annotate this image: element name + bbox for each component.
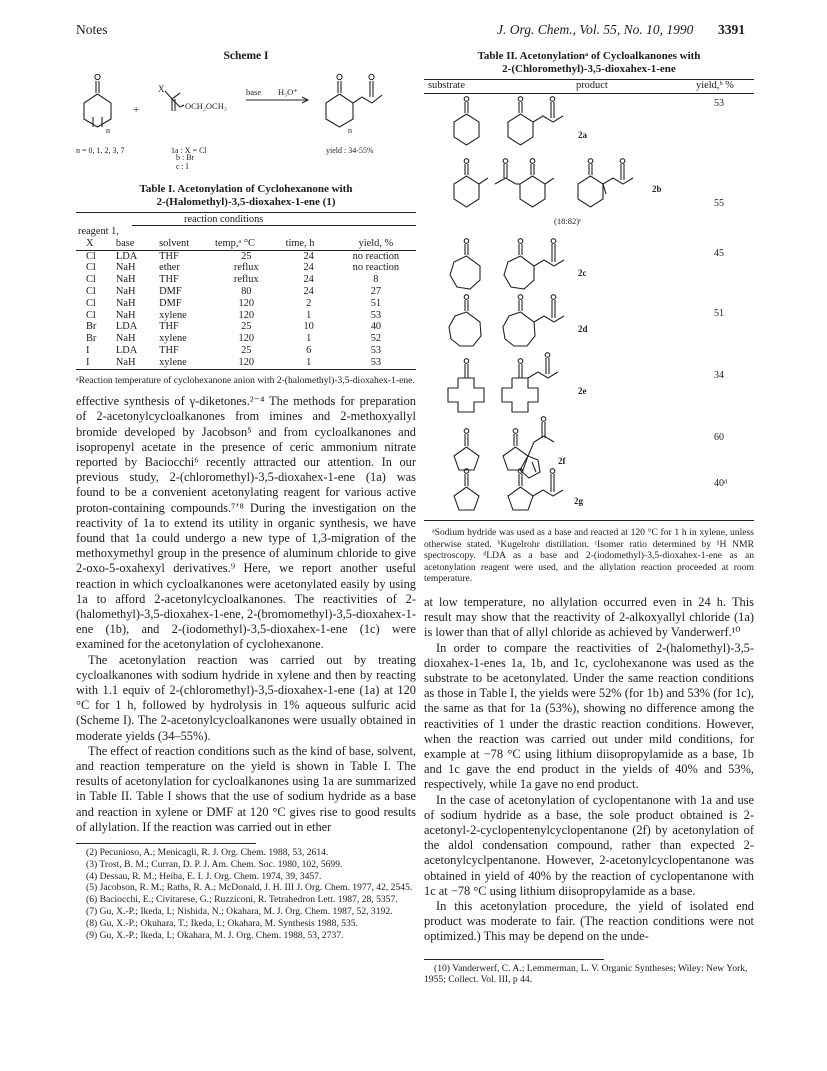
scheme-title: Scheme I bbox=[223, 50, 269, 62]
svg-text:n: n bbox=[348, 126, 352, 135]
acetonylcyclooctanone-structure bbox=[503, 295, 564, 346]
table-1 bbox=[76, 183, 416, 386]
table-1-footnote: ᵃReaction temperature of cyclohexanone anion with 2-(halomethyl)-3,5-dioxahex-1-ene. bbox=[76, 374, 415, 386]
compound-label: 2g bbox=[574, 496, 583, 506]
left-references bbox=[76, 847, 416, 941]
table-1-col-solvent: solvent bbox=[159, 237, 190, 249]
acetonylcyclohexanone-structure bbox=[508, 97, 563, 145]
yield-value: 45 bbox=[714, 248, 724, 259]
yield-value: 40ᵈ bbox=[714, 478, 728, 489]
paragraph: In this acetonylation procedure, the yield of isolated end product was moderate to fair. (The reaction conditions were not optimized.) This may be depend on the unde- bbox=[424, 899, 754, 944]
svg-text:OCH₂OCH₃: OCH₂OCH₃ bbox=[185, 101, 227, 111]
table-row: Cl LDA THF 25 24 no reaction bbox=[86, 250, 400, 262]
reference: (2) Pecunioso, A.; Menicagli, R. J. Org. Chem. 1988, 53, 2614. bbox=[86, 847, 329, 859]
paragraph: effective synthesis of γ-diketones.²⁻⁴ The methods for preparation of 2-acetonylcycloalkanones from imines and 2-methoxyallyl bromide developed by Jacobson⁵ and from cycloalkanones and isopropenyl acetate in the presence of ceric ammonium nitrate reported by Baciocchi⁶ recently attracted our attention. In our previous study, 2-(chloromethyl)-3,5-dioxahex-1-ene (1a) was found to be a convenient acetonylating reagent for various active proton-containing compounds.⁷ʼ⁸ During the investigation on the reactivity of 1a to extend its utility in organic synthesis, we have found that 1a could undergo a new type of 1,3-migration of the methoxymethyl group in the presence of aluminum chloride to give 2-oxo-5-oxahexyl derivatives.⁹ Here, we report another useful reaction in which cycloalkanones were acetonylated easily by using 1a to afford 2-acetonylcycloalkanones. The reactivities of 2-(halomethyl)-3,5-dioxahex-1-ene, 2-(bromomethyl)-3,5-dioxahex-1-ene (1b), and 2-(iodomethyl)-3,5-dioxahex-1-ene (1c) were examined for the acetonylation of cyclohexanone. bbox=[76, 394, 416, 652]
left-body-text bbox=[76, 394, 416, 835]
yield-value: 55 bbox=[714, 198, 724, 209]
running-head-left: Notes bbox=[76, 22, 108, 37]
compound-label: 2e bbox=[578, 386, 587, 396]
compound-label: 2d bbox=[578, 324, 588, 334]
right-body-text bbox=[424, 595, 754, 945]
acetonylcycloheptanone-structure bbox=[504, 239, 564, 289]
table-2-title: Table II. Acetonylationᵃ of Cycloalkanones with bbox=[477, 50, 701, 62]
yield-value: 60 bbox=[714, 432, 724, 443]
table-row: Cl NaH DMF 120 2 51 bbox=[86, 297, 382, 309]
svg-text:X: X bbox=[158, 84, 165, 94]
table-row: Cl NaH ether reflux 24 no reaction bbox=[86, 262, 400, 274]
table-1-title: Table I. Acetonylation of Cyclohexanone with bbox=[139, 183, 353, 195]
acetonylcyclododecanone-structure bbox=[502, 353, 558, 412]
table-row: Cl NaH DMF 80 24 27 bbox=[86, 285, 382, 297]
cycloheptanone-structure bbox=[450, 239, 480, 289]
right-references bbox=[424, 963, 754, 987]
table-row: Br NaH xylene 120 1 52 bbox=[86, 333, 382, 345]
table-1-reagent-header: reagent 1, bbox=[78, 226, 119, 237]
table-1-col-temp: temp,ᵃ °C bbox=[215, 237, 255, 249]
reagent-1-structure bbox=[158, 84, 184, 111]
table-1-group-header: reaction conditions bbox=[184, 214, 264, 225]
svg-text:base: base bbox=[246, 87, 262, 97]
reference: (3) Trost, B. M.; Curran, D. P. J. Am. Chem. Soc. 1980, 102, 5699. bbox=[86, 858, 343, 870]
svg-text:n: n bbox=[106, 126, 110, 135]
acetonyl-cyclopentenylcyclopentanone-structure bbox=[503, 417, 554, 478]
acetonyl-methylcyclohexanone-structure bbox=[495, 159, 554, 207]
table-1-col-yield: yield, % bbox=[358, 237, 394, 249]
journal-citation: J. Org. Chem., Vol. 55, No. 10, 1990 bbox=[497, 22, 694, 37]
table-2-title-2: 2-(Chloromethyl)-3,5-dioxahex-1-ene bbox=[502, 63, 676, 75]
table-row: Br LDA THF 25 10 40 bbox=[86, 321, 382, 333]
compound-label: 2b bbox=[652, 184, 662, 194]
cyclopentanone-structure bbox=[454, 429, 479, 470]
compound-label: 2c bbox=[578, 268, 587, 278]
cyclopentanone-structure-2 bbox=[454, 469, 479, 510]
svg-text:n = 0, 1, 2, 3, 7: n = 0, 1, 2, 3, 7 bbox=[76, 146, 125, 155]
table-row: I LDA THF 25 6 53 bbox=[86, 344, 382, 356]
table-1-body bbox=[76, 238, 416, 370]
yield-value: 53 bbox=[714, 98, 724, 109]
reference: (5) Jacobson, R. M.; Raths, R. A.; McDonald, J. H. III J. Org. Chem. 1977, 42, 2545. bbox=[86, 882, 413, 894]
table-1-col-x: X bbox=[86, 237, 94, 249]
table-row: I NaH xylene 120 1 53 bbox=[76, 357, 416, 369]
svg-text:+: + bbox=[133, 104, 140, 116]
table-2-structures bbox=[424, 94, 754, 514]
reference: (9) Gu, X.-P.; Ikeda, I.; Okahara, M. J. Org. Chem. 1988, 53, 2737. bbox=[86, 929, 344, 941]
cyclooctanone-structure bbox=[449, 295, 481, 346]
reagent-1c: c : I bbox=[176, 162, 189, 171]
reference: (8) Gu, X.-P.; Okuhara, T.; Ikeda, I.; Okahara, M. Synthesis 1988, 535. bbox=[86, 917, 358, 929]
table-2-col-product: product bbox=[576, 80, 608, 91]
scheme-i-diagram bbox=[76, 67, 416, 157]
paragraph: In the case of acetonylation of cyclopentanone with 1a and use of sodium hydride as a base, the sole product obtained is 2-acetonyl-2-cyclopentenylcyclopentanone (2f) by acetonylation of the aldol condensation compound, rather than expected 2-acetonylcyclpentanone. However, 2-acetonylcyclopentanone was obtained in yield of 40% by the reaction of cyclopentanone with 1c at −78 °C using lithium diisopropylamide as a base. bbox=[424, 792, 754, 898]
page-number: 3391 bbox=[718, 22, 745, 37]
reference: (7) Gu, X.-P.; Ikeda, I.; Nishida, N.; Okahara, M. J. Org. Chem. 1987, 52, 3192. bbox=[86, 906, 393, 918]
table-row: Cl NaH xylene 120 1 53 bbox=[86, 309, 382, 321]
svg-text:yield : 34-55%: yield : 34-55% bbox=[326, 146, 374, 155]
table-2-col-yield: yield,ᵇ % bbox=[696, 80, 734, 91]
reagent-1b: b : Br bbox=[176, 153, 195, 162]
table-1-col-time: time, h bbox=[285, 237, 315, 249]
yield-value: 34 bbox=[714, 370, 724, 381]
paragraph: The effect of reaction conditions such as the kind of base, solvent, and reaction temperature on the yield is shown in Table I. The results of acetonylation for cycloalkanones using 1a are summarized in Table II. Table I shows that the use of sodium hydride as a base and reaction in xylene or DMF at 120 °C gives rise to good results of allylation. If the reaction was carried out in ether bbox=[76, 743, 416, 834]
svg-text:H₃O⁺: H₃O⁺ bbox=[278, 87, 298, 97]
reference: (6) Baciocchi, E.; Civitarese, G.; Ruzziconi, R. Tetrahedron Lett. 1987, 28, 5357. bbox=[86, 894, 398, 906]
paragraph: The acetonylation reaction was carried out by treating cycloalkanones with sodium hydride in xylene and then by reacting with 1.1 equiv of 2-(chloromethyl)-3,5-dioxahex-1-ene (1a) at 120 °C for 1 h, followed by hydrolysis in 1% aqueous sulfuric acid (Scheme I). The 2-acetonylcycloalkanones were usually obtained in moderate yields (34–55%). bbox=[76, 652, 416, 743]
product-structure bbox=[326, 74, 382, 127]
table-2-footnote: ᵃSodium hydride was used as a base and reacted at 120 °C for 1 h in xylene, unless otherwise stated. ᵇKugelrohr distillation. ᶜIsomer ratio determined by ¹H NMR spectroscopy. ᵈLDA as a base and 2-(iodomethyl)-3,5-dioxahex-1-ene as an acetonylation reagent were used, and the allylation reaction proceeded at room temperature. bbox=[424, 527, 754, 585]
reference: (10) Vanderwerf, C. A.; Lemmerman, L. V. Organic Syntheses; Wiley: New York, 1955; Collect. Vol. III, p 44. bbox=[424, 962, 748, 986]
isomer-ratio: (18:82)ᶜ bbox=[554, 216, 582, 226]
yield-value: 51 bbox=[714, 308, 724, 319]
cyclododecanone-structure bbox=[448, 359, 484, 412]
table-row: Cl NaH THF reflux 24 8 bbox=[86, 274, 379, 286]
right-column bbox=[424, 50, 754, 986]
table-1-col-base: base bbox=[115, 237, 135, 249]
cyclohexanone-structure bbox=[454, 97, 479, 145]
left-column bbox=[76, 50, 416, 941]
svg-text:1a : X = Cl: 1a : X = Cl bbox=[171, 146, 207, 155]
table-1-title-2: 2-(Halomethyl)-3,5-dioxahex-1-ene (1) bbox=[156, 196, 336, 208]
compound-label: 2f bbox=[558, 456, 566, 466]
paragraph: In order to compare the reactivities of 2-(halomethyl)-3,5-dioxahex-1-enes 1a, 1b, and 1c, cyclohexanone was used as the substrate to be acetonylated. Under the same reaction conditions as those in Table I, the yields were 52% (for 1b) and 53% (for 1c), the same as that for 1a (53%), showing no difference among the reactivities of 1 under the drastic reaction conditions. However, when the reaction was carried out under mild conditions, for example at −78 °C using lithium diisopropylamide as a base, 1b and 1c gave the end product in the yields of 40% and 53%, respectively, while 1a gave no end product. bbox=[424, 640, 754, 792]
table-2-col-substrate: substrate bbox=[428, 80, 465, 91]
compound-label: 2a bbox=[578, 130, 587, 140]
acetonyl-methylcyclohexanone-isomer bbox=[578, 159, 633, 207]
paragraph: at low temperature, no allylation occurred even in 24 h. This result may show that the reactivity of 2-alkoxyallyl chloride (1a) is lower than that of allyl chloride as achieved by Vanderwerf.¹⁰ bbox=[424, 594, 754, 640]
methylcyclohexanone-structure bbox=[454, 159, 488, 207]
cycloalkanone-structure bbox=[84, 74, 111, 127]
reference: (4) Dessau, R. M.; Heiba, E. I. J. Org. Chem. 1974, 39, 3457. bbox=[86, 870, 322, 882]
